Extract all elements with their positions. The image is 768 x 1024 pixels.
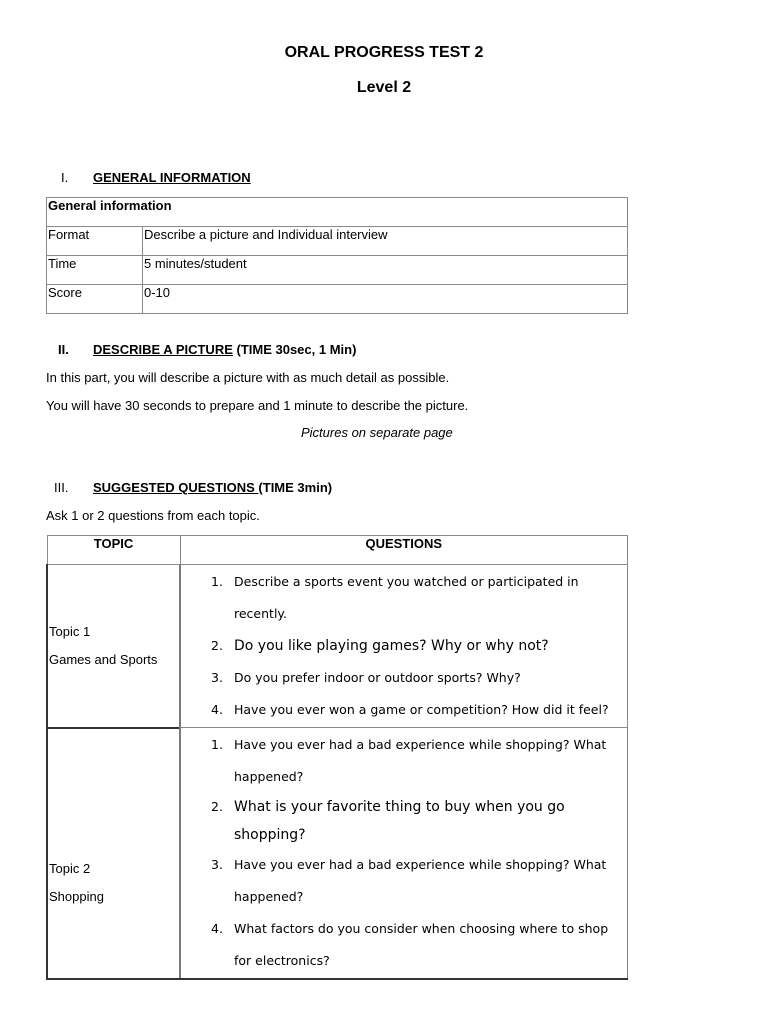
general-information-table [46,197,628,314]
table-header-cell: General information [47,198,628,227]
page-subtitle: Level 2 [356,79,412,96]
section-general-information [47,170,647,186]
section-heading [93,342,356,357]
row-value: Describe a picture and Individual interview [143,227,628,256]
question-number: 4. [211,921,223,936]
question-number: 2. [211,799,223,814]
topic-name: Topic 2 [49,861,91,877]
list-item [182,630,626,662]
section-heading-suffix: (TIME 30sec, 1 Min) [232,342,357,357]
list-item [182,694,626,726]
question-number: 1. [211,574,223,589]
section-heading-text: GENERAL INFORMATION [93,170,251,185]
table-header-row [47,198,628,227]
question-number: 1. [211,737,223,752]
question-text: Do you prefer indoor or outdoor sports? Why? [234,670,521,685]
section-number: I. [61,170,69,185]
row-label: Score [47,285,143,314]
topic-cell [47,728,180,980]
question-text: Describe a sports event you watched or participated in recently. [234,574,579,621]
question-list [182,566,626,726]
question-text: Have you ever had a bad experience while shopping? What happened? [234,737,607,784]
page-title: ORAL PROGRESS TEST 2 [284,44,484,61]
column-header-questions: QUESTIONS [180,536,628,565]
section-heading-text: DESCRIBE A PICTURE [93,342,233,357]
table-row [47,227,628,256]
question-list [182,729,626,977]
column-header-topic: TOPIC [47,536,180,565]
question-text: What is your favorite thing to buy when you go shopping? [234,799,565,843]
section-intro: Ask 1 or 2 questions from each topic. [46,508,260,523]
section-number: III. [54,480,69,495]
list-item [182,793,626,849]
paragraph: In this part, you will describe a picture with as much detail as possible. [46,370,450,385]
section-heading [93,170,251,185]
question-number: 2. [211,638,223,653]
table-row [47,565,628,728]
question-number: 3. [211,857,223,872]
list-item [182,566,626,630]
question-text: Have you ever had a bad experience while shopping? What happened? [234,857,607,904]
questions-table [46,535,628,980]
question-text: What factors do you consider when choosing where to shop for electronics? [234,921,609,968]
section-describe-picture [47,342,647,358]
row-label: Format [47,227,143,256]
section-suggested-questions [47,480,647,496]
row-value: 5 minutes/student [143,256,628,285]
list-item [182,913,626,977]
question-number: 3. [211,670,223,685]
question-text: Have you ever won a game or competition? How did it feel? [234,702,609,717]
table-row [47,285,628,314]
table-row [47,728,628,980]
list-item [182,729,626,793]
pictures-note: Pictures on separate page [301,425,453,440]
section-heading-text: SUGGESTED QUESTIONS [93,480,259,495]
list-item [182,849,626,913]
table-row [47,256,628,285]
topic-cell [47,565,180,728]
section-heading-suffix: (TIME 3min) [258,480,333,495]
topic-subject: Shopping [49,889,104,905]
paragraph: You will have 30 seconds to prepare and 1 minute to describe the picture. [46,398,469,413]
table-header-row [47,536,628,565]
question-text: Do you like playing games? Why or why not? [234,638,549,654]
section-number: II. [58,342,69,357]
questions-cell [180,728,628,980]
row-label: Time [47,256,143,285]
list-item [182,662,626,694]
topic-subject: Games and Sports [49,651,158,667]
question-number: 4. [211,702,223,717]
topic-name: Topic 1 [49,623,91,639]
questions-cell [180,565,628,728]
section-heading [93,480,332,495]
row-value: 0-10 [143,285,628,314]
